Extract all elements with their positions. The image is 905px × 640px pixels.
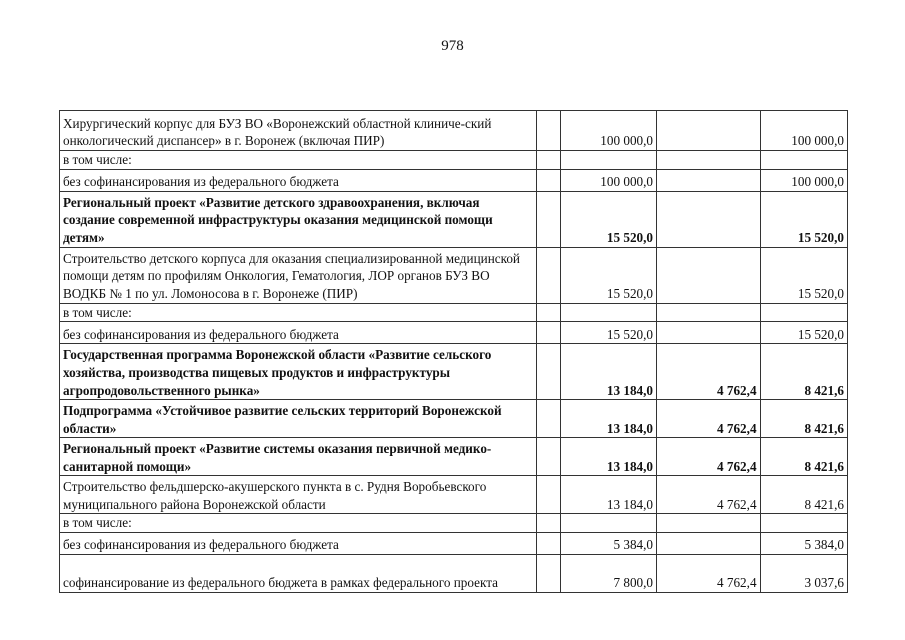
table-row — [60, 247, 848, 303]
row-federal-cell — [657, 247, 761, 303]
table-row — [60, 151, 848, 170]
row-total-cell: 13 184,0 — [560, 438, 656, 476]
row-spacer-cell — [537, 400, 560, 438]
row-federal-cell — [657, 532, 761, 554]
row-regional-cell: 100 000,0 — [760, 111, 847, 151]
table-row — [60, 532, 848, 554]
row-regional-cell: 15 520,0 — [760, 191, 847, 247]
table-row — [60, 476, 848, 514]
row-spacer-cell — [537, 532, 560, 554]
row-spacer-cell — [537, 303, 560, 322]
table-row — [60, 191, 848, 247]
row-regional-cell: 100 000,0 — [760, 169, 847, 191]
page-number: 978 — [441, 38, 464, 54]
row-total-cell: 13 184,0 — [560, 400, 656, 438]
row-federal-cell: 4 762,4 — [657, 400, 761, 438]
row-federal-cell: 4 762,4 — [657, 476, 761, 514]
row-name-cell: Региональный проект «Развитие детского здравоохранения, включая создание современной инфраструктуры оказания медицинской помощи детям» — [60, 191, 537, 247]
row-regional-cell: 15 520,0 — [760, 247, 847, 303]
row-name-cell: Хирургический корпус для БУЗ ВО «Воронежский областной клиниче-ский онкологический диспансер» в г. Воронеж (включая ПИР) — [60, 111, 537, 151]
table-row — [60, 303, 848, 322]
row-federal-cell — [657, 151, 761, 170]
row-federal-cell — [657, 514, 761, 533]
row-name-cell: софинансирование из федерального бюджета в рамках федерального проекта — [60, 554, 537, 592]
row-regional-cell: 5 384,0 — [760, 532, 847, 554]
row-spacer-cell — [537, 554, 560, 592]
row-total-cell: 100 000,0 — [560, 111, 656, 151]
row-federal-cell — [657, 191, 761, 247]
row-name-cell: в том числе: — [60, 514, 537, 533]
row-federal-cell — [657, 303, 761, 322]
row-total-cell — [560, 303, 656, 322]
row-regional-cell: 8 421,6 — [760, 438, 847, 476]
row-name-cell: без софинансирования из федерального бюджета — [60, 532, 537, 554]
row-total-cell: 15 520,0 — [560, 247, 656, 303]
row-total-cell: 7 800,0 — [560, 554, 656, 592]
row-name-cell: Государственная программа Воронежской области «Развитие сельского хозяйства, производства пищевых продуктов и инфраструктуры агропродовольственного рынка» — [60, 344, 537, 400]
row-name-cell: в том числе: — [60, 303, 537, 322]
row-spacer-cell — [537, 322, 560, 344]
row-total-cell — [560, 514, 656, 533]
row-total-cell: 5 384,0 — [560, 532, 656, 554]
row-regional-cell — [760, 151, 847, 170]
row-name-cell: в том числе: — [60, 151, 537, 170]
row-name-cell: без софинансирования из федерального бюджета — [60, 169, 537, 191]
row-name-cell: без софинансирования из федерального бюджета — [60, 322, 537, 344]
row-name-cell: Подпрограмма «Устойчивое развитие сельских территорий Воронежской области» — [60, 400, 537, 438]
row-name-cell: Строительство детского корпуса для оказания специализированной медицинской помощи детям по профилям Онкология, Гематология, ЛОР органов БУЗ ВО ВОДКБ № 1 по ул. Ломоносова в г. Воронеже (ПИР) — [60, 247, 537, 303]
table-row — [60, 554, 848, 592]
row-federal-cell — [657, 322, 761, 344]
row-spacer-cell — [537, 151, 560, 170]
row-federal-cell — [657, 111, 761, 151]
row-federal-cell: 4 762,4 — [657, 438, 761, 476]
row-regional-cell — [760, 514, 847, 533]
row-spacer-cell — [537, 344, 560, 400]
table-row — [60, 438, 848, 476]
row-total-cell: 15 520,0 — [560, 322, 656, 344]
row-regional-cell: 8 421,6 — [760, 344, 847, 400]
row-regional-cell — [760, 303, 847, 322]
table-row — [60, 400, 848, 438]
table-row — [60, 322, 848, 344]
row-federal-cell — [657, 169, 761, 191]
table-row — [60, 344, 848, 400]
row-spacer-cell — [537, 514, 560, 533]
row-name-cell: Региональный проект «Развитие системы оказания первичной медико-санитарной помощи» — [60, 438, 537, 476]
row-federal-cell: 4 762,4 — [657, 344, 761, 400]
row-spacer-cell — [537, 438, 560, 476]
row-federal-cell: 4 762,4 — [657, 554, 761, 592]
row-total-cell: 100 000,0 — [560, 169, 656, 191]
row-total-cell: 15 520,0 — [560, 191, 656, 247]
table-row — [60, 169, 848, 191]
row-name-cell: Строительство фельдшерско-акушерского пункта в с. Рудня Воробьевского муниципального района Воронежской области — [60, 476, 537, 514]
row-total-cell: 13 184,0 — [560, 344, 656, 400]
budget-table — [59, 110, 848, 593]
row-spacer-cell — [537, 476, 560, 514]
row-regional-cell: 8 421,6 — [760, 400, 847, 438]
row-regional-cell: 15 520,0 — [760, 322, 847, 344]
row-regional-cell: 8 421,6 — [760, 476, 847, 514]
row-total-cell: 13 184,0 — [560, 476, 656, 514]
row-spacer-cell — [537, 191, 560, 247]
row-spacer-cell — [537, 169, 560, 191]
row-regional-cell: 3 037,6 — [760, 554, 847, 592]
row-spacer-cell — [537, 247, 560, 303]
row-total-cell — [560, 151, 656, 170]
table-row — [60, 111, 848, 151]
row-spacer-cell — [537, 111, 560, 151]
table-row — [60, 514, 848, 533]
